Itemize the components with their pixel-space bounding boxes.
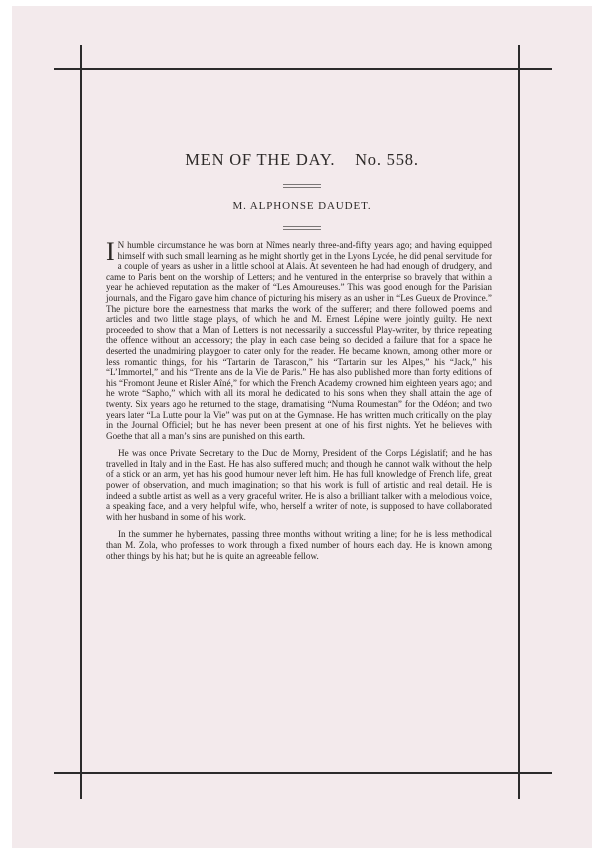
paragraph-1 — [106, 237, 492, 441]
paragraph-3: In the summer he hybernates, passing three months without writing a line; for he is less methodical than M. Zola, who professes to work through a fixed number of hours each day. He is known among other things by his hat; but he is quite an agreeable fellow. — [106, 529, 492, 561]
separator-rule-1 — [283, 184, 321, 185]
separator-rule-2 — [283, 187, 321, 188]
frame-rule-top — [54, 68, 552, 70]
masthead-number: No. 558. — [355, 150, 419, 169]
separator-rule-3 — [283, 226, 321, 227]
masthead — [62, 150, 542, 170]
masthead-title: MEN OF THE DAY. — [185, 150, 336, 169]
article-body — [106, 237, 492, 568]
paragraph-1-text: N humble circumstance he was born at Nîmes nearly three-and-fifty years ago; and having equipped himself with such small learning as he might shortly get in the Lyons Lycée, he did penal servitude for a couple of years as usher in a little school at Alais. At seventeen he had had enough of drudgery, and came to Paris bent on the worship of Letters; and he ventured in the enterprise so bravely that within a year he achieved reputation as the maker of “Les Amoureuses.” This was good enough for the Parisian journals, and the Figaro gave him chance of picturing his misery as an usher in “Les Gueux de Province.” The picture bore the earnestness that marks the work of the sufferer; and there followed poems and articles and two little stage plays, of which he and M. Ernest Lépine were jointly guilty. He next proceeded to show that a Man of Letters is not necessarily a successful Play-writer, by thrice repeating the offence without an accessory; the play in each case being so decided a failure that for a space he deserted the unadmiring playgoer to cater only for the reader. He became known, among other more or less romantic things, for his “Tartarin de Tarascon,” his “Tartarin sur les Alpes,” his “Jack,” his “L’Immortel,” and his “Trente ans de la Vie de Paris.” He has also published more than forty editions of his “Fromont Jeune et Risler Aîné,” for which the French Academy crowned him eighteen years ago; and he wrote “Sapho,” which with all its moral he dedicated to his sons when they shall attain the age of twenty. Six years ago he returned to the stage, dramatising “Numa Roumestan” for the Odéon; and two years later “La Lutte pour la Vie” was put on at the Gymnase. He has written much critically on the play in the Journal Officiel; but he has never been present at one of his first nights. Yet he believes with Goethe that all a man’s sins are punished on this earth. — [106, 240, 492, 441]
frame-rule-bottom — [54, 772, 552, 774]
paragraph-2: He was once Private Secretary to the Duc de Morny, President of the Corps Législatif; and he has travelled in Italy and in the East. He has also suffered much; and though he cannot walk without the help of a stick or an arm, yet has his good humour never left him. He has full knowledge of French life, great power of observation, and much imagination; so that his work is full of artistic and real detail. He is indeed a subtle artist as well as a very graceful writer. He is also a brilliant talker with a melodious voice, a speaking face, and a very helpful wife, who, herself a writer of note, is supposed to have collaborated with her husband in some of his work. — [106, 448, 492, 522]
separator-rule-4 — [283, 229, 321, 230]
drop-cap: I — [106, 237, 115, 266]
subject-heading: M. ALPHONSE DAUDET. — [232, 200, 372, 212]
